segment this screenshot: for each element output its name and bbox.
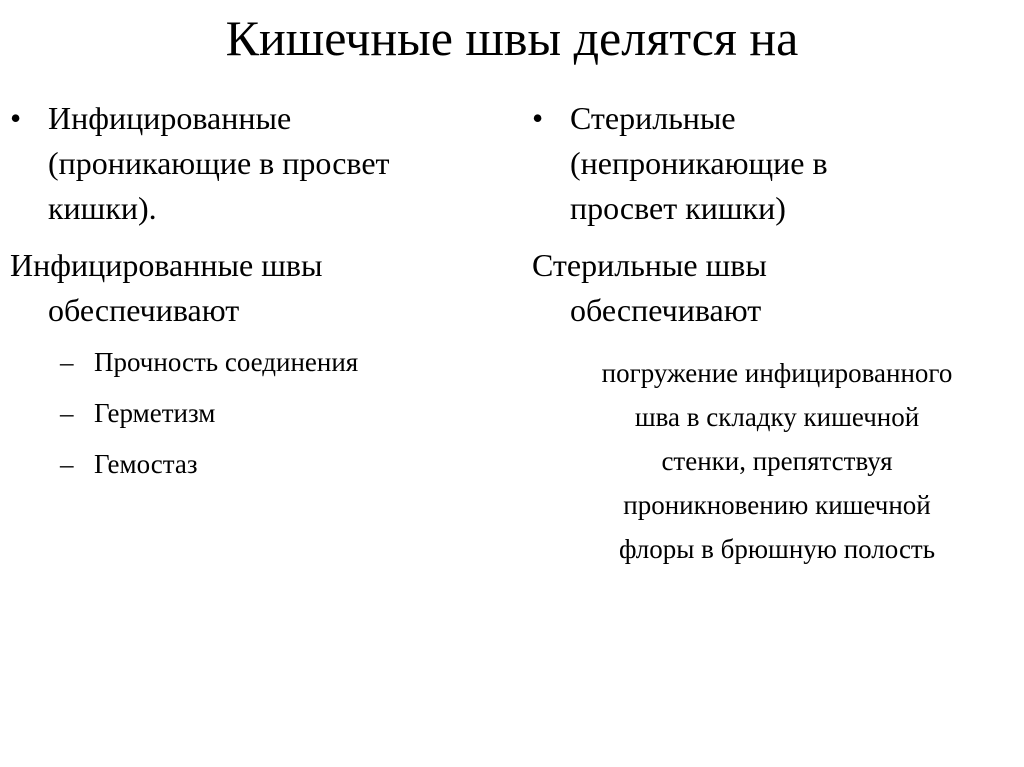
bullet-icon: • xyxy=(532,100,544,136)
list-item-label: Герметизм xyxy=(94,398,216,428)
infected-sutures-provide: Инфицированные швы обеспечивают xyxy=(10,247,323,328)
list-item xyxy=(10,337,505,388)
sterile-sutures-text: Стерильные (непроникающие в просвет кишки) xyxy=(570,100,828,226)
dash-icon: – xyxy=(60,398,74,428)
list-item xyxy=(10,388,505,439)
dash-icon: – xyxy=(60,449,74,479)
list-item-label: Гемостаз xyxy=(94,449,198,479)
left-column xyxy=(10,96,505,490)
bullet-icon: • xyxy=(10,100,22,136)
list-item-label: Прочность соединения xyxy=(94,347,359,377)
right-column xyxy=(532,96,1022,571)
list-item xyxy=(10,439,505,490)
sterile-sutures-bullet xyxy=(532,96,1022,231)
sterile-sutures-provide: Стерильные швы обеспечивают xyxy=(532,247,767,328)
infected-sutures-list xyxy=(10,337,505,490)
infected-sutures-bullet xyxy=(10,96,505,231)
sterile-sutures-description: погружение инфицированного шва в складку кишечной стенки, препятствуя проникновению кишечной флоры в брюшную полость xyxy=(601,358,953,564)
dash-icon: – xyxy=(60,347,74,377)
infected-sutures-text: Инфицированные (проникающие в просвет кишки). xyxy=(48,100,390,226)
slide-title: Кишечные швы делятся на xyxy=(225,10,799,66)
